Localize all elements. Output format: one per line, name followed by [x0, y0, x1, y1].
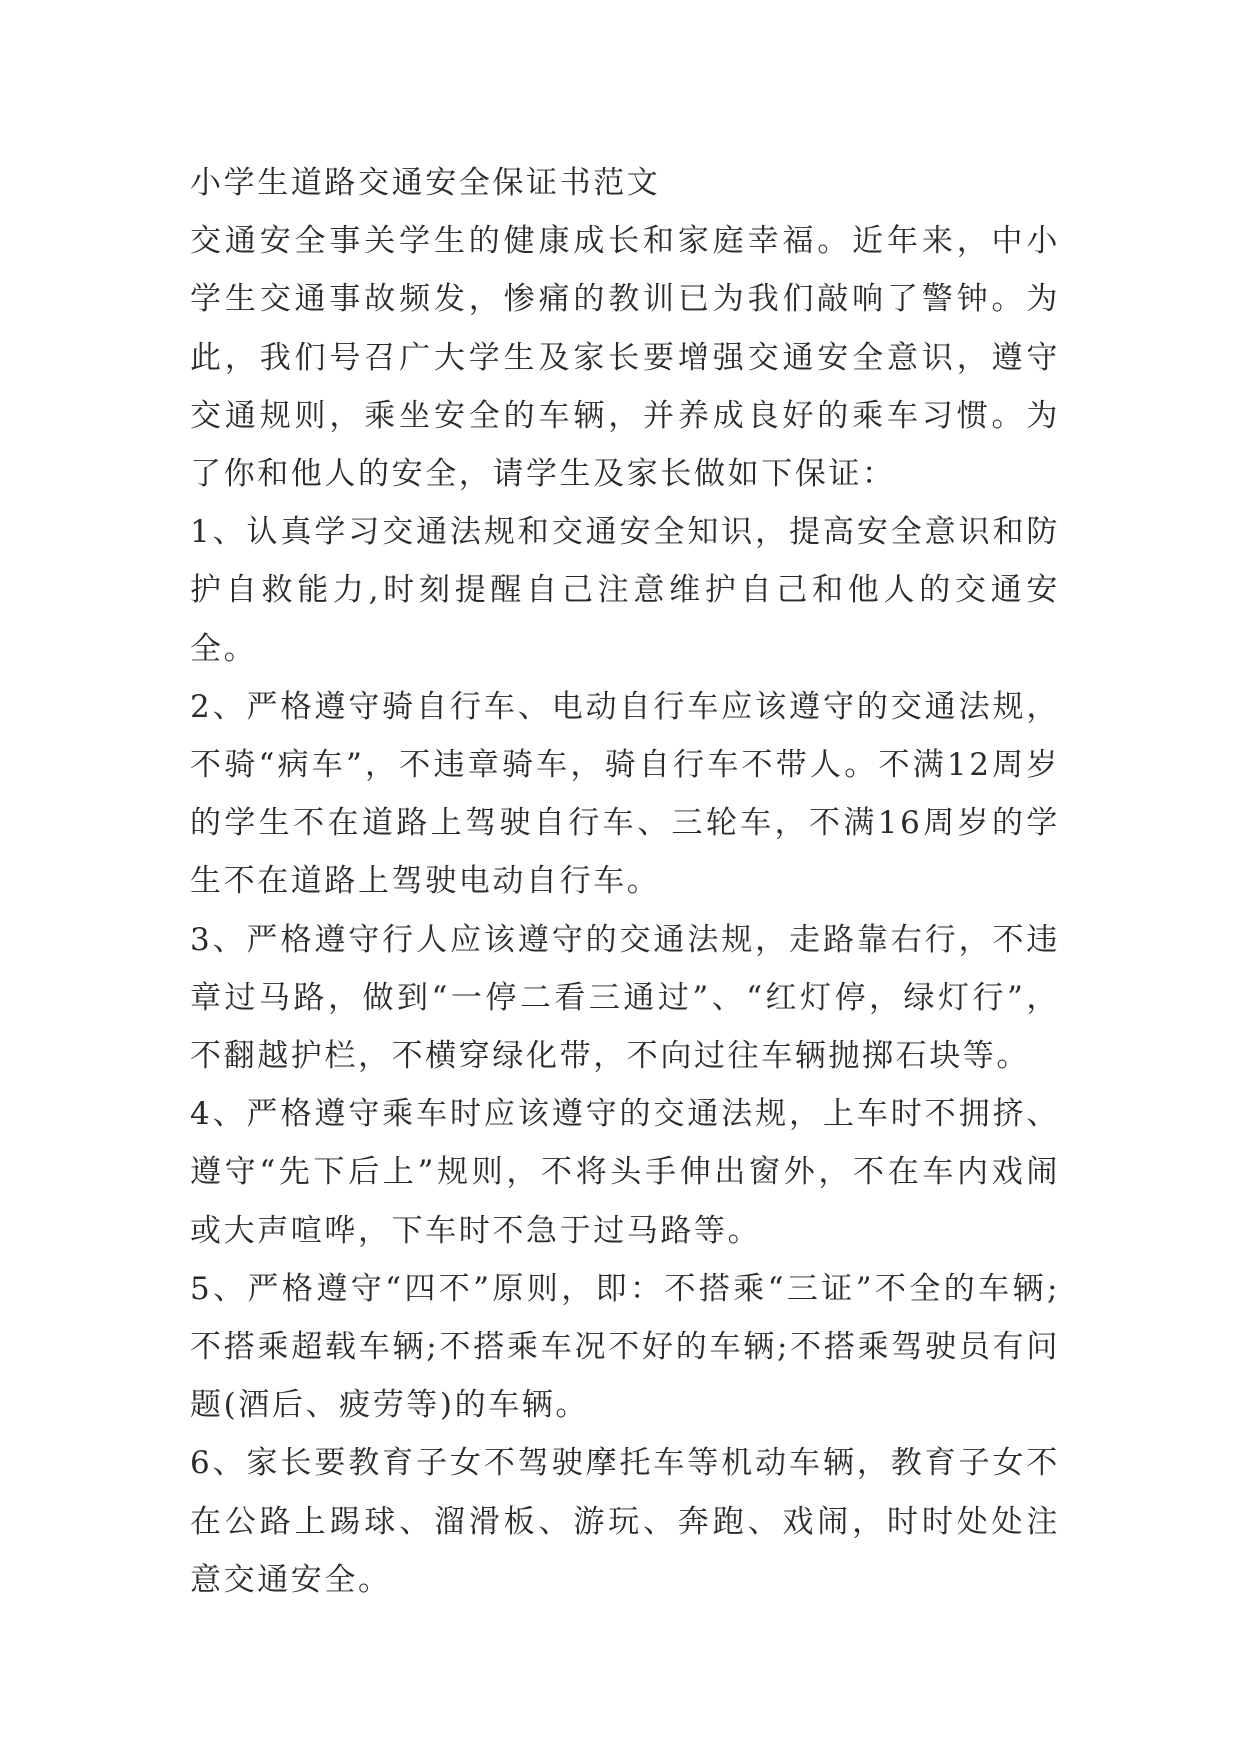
paragraph-item-3: 3、严格遵守行人应该遵守的交通法规，走路靠右行，不违章过马路，做到“一停二看三通过”、“红灯停，绿灯行”，不翻越护栏，不横穿绿化带，不向过往车辆抛掷石块等。: [190, 921, 1060, 1075]
paragraph-item-2: 2、严格遵守骑自行车、电动自行车应该遵守的交通法规，不骑“病车”，不违章骑车，骑自行车不带人。不满12周岁的学生不在道路上驾驶自行车、三轮车，不满16周岁的学生不在道路上驾驶电动自行车。: [190, 688, 1060, 900]
document-body: [190, 154, 1060, 1609]
paragraph-intro: 交通安全事关学生的健康成长和家庭幸福。近年来，中小学生交通事故频发，惨痛的教训已为我们敲响了警钟。为此，我们号召广大学生及家长要增强交通安全意识，遵守交通规则，乘坐安全的车辆，并养成良好的乘车习惯。为了你和他人的安全，请学生及家长做如下保证：: [190, 223, 1060, 493]
paragraph-item-1: 1、认真学习交通法规和交通安全知识，提高安全意识和防护自救能力,时刻提醒自己注意维护自己和他人的交通安全。: [190, 514, 1060, 667]
document-title: 小学生道路交通安全保证书范文: [190, 165, 661, 201]
paragraph-item-6: 6、家长要教育子女不驾驶摩托车等机动车辆，教育子女不在公路上踢球、溜滑板、游玩、奔跑、戏闹，时时处处注意交通安全。: [190, 1445, 1060, 1598]
paragraph-item-4: 4、严格遵守乘车时应该遵守的交通法规，上车时不拥挤、遵守“先下后上”规则，不将头手伸出窗外，不在车内戏闹或大声喧哗，下车时不急于过马路等。: [190, 1096, 1060, 1249]
paragraph-item-5: 5、严格遵守“四不”原则，即：不搭乘“三证”不全的车辆;不搭乘超载车辆;不搭乘车况不好的车辆;不搭乘驾驶员有问题(酒后、疲劳等)的车辆。: [190, 1270, 1060, 1424]
